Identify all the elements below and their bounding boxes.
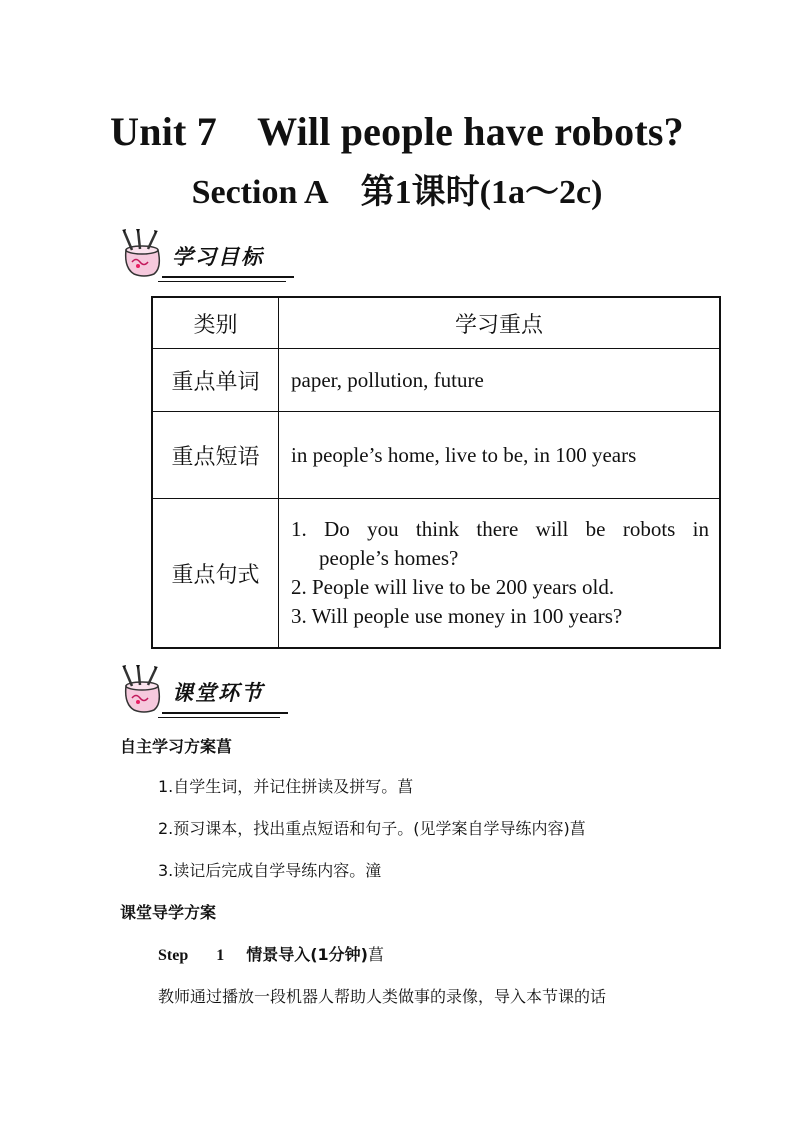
banner-underline-thin — [158, 717, 280, 718]
header-focus: 学习重点 — [279, 297, 721, 349]
section-title: Section A 第1课时(1a～2c) — [191, 174, 603, 211]
step-mark: 菖 — [368, 945, 385, 964]
pencil-cup-icon — [118, 664, 170, 716]
banner-underline — [162, 276, 294, 278]
banner-underline — [162, 712, 288, 714]
learning-goals-banner — [118, 228, 294, 280]
table-row — [152, 499, 720, 649]
sentence-item: 3. Will people use money in 100 years? — [291, 604, 623, 628]
step-number: 1 — [216, 947, 225, 964]
table-row — [152, 412, 720, 499]
sentence-item: 2. People will live to be 200 years old. — [291, 575, 615, 599]
banner-label: 学习目标 — [172, 245, 264, 269]
step-heading — [158, 942, 384, 965]
step-paragraph: 教师通过播放一段机器人帮助人类做事的录像，导入本节课的话 — [158, 987, 607, 1006]
header-category: 类别 — [152, 297, 279, 349]
sentence-item: 1. Do you think there will be robots in — [291, 517, 709, 541]
list-item-mark: 菖 — [397, 777, 414, 796]
list-item — [158, 774, 413, 797]
row-content: paper, pollution, future — [279, 349, 721, 412]
list-item-text: 3.读记后完成自学导练内容。 — [158, 861, 366, 880]
list-item-text: 1.自学生词，并记住拼读及拼写。 — [158, 777, 398, 796]
row-category: 重点短语 — [152, 412, 279, 499]
self-study-heading-text: 自主学习方案 — [120, 737, 217, 756]
row-content — [279, 499, 721, 649]
table-header-row — [152, 297, 720, 349]
pencil-cup-icon — [118, 228, 170, 280]
learning-goals-table — [151, 296, 721, 649]
row-category: 重点单词 — [152, 349, 279, 412]
list-item-mark: 潼 — [365, 861, 382, 880]
list-item — [158, 816, 586, 839]
banner-underline-thin — [158, 281, 286, 282]
classroom-steps-banner — [118, 664, 288, 716]
self-study-heading — [120, 734, 232, 757]
table-row — [152, 349, 720, 412]
banner-label: 课堂环节 — [172, 681, 264, 705]
unit-title: Unit 7 Will people have robots? — [110, 109, 684, 154]
list-item-text: 2.预习课本，找出重点短语和句子。(见学案自学导练内容) — [158, 819, 570, 838]
row-content: in people’s home, live to be, in 100 years — [279, 412, 721, 499]
list-item — [158, 858, 381, 881]
step-title: 情景导入(1分钟) — [246, 945, 368, 964]
sentence-item-continued: people’s homes? — [319, 546, 459, 570]
row-category: 重点句式 — [152, 499, 279, 649]
heading-mark: 菖 — [216, 737, 233, 756]
step-label: Step — [158, 947, 189, 964]
list-item-mark: 菖 — [569, 819, 586, 838]
guided-plan-heading: 课堂导学方案 — [120, 903, 217, 922]
